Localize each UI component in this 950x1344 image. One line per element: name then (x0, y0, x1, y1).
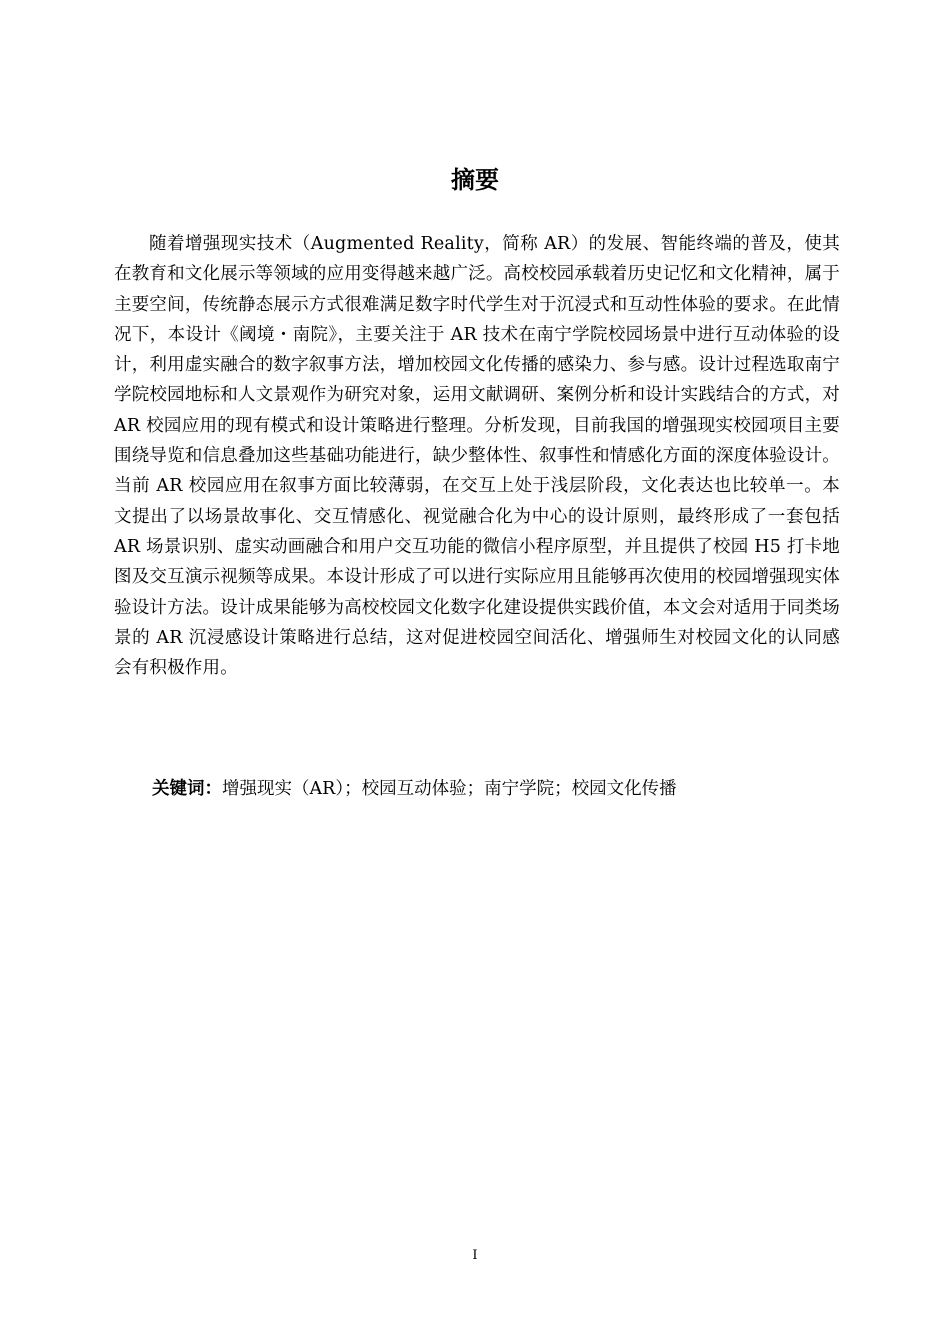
abstract-body: 随着增强现实技术（Augmented Reality，简称 AR）的发展、智能终端的普及，使其在教育和文化展示等领域的应用变得越来越广泛。高校校园承载着历史记忆和文化精神，属于主要空间，传统静态展示方式很难满足数字时代学生对于沉浸式和互动性体验的要求。在此情况下，本设计《阈境・南院》，主要关注于 AR 技术在南宁学院校园场景中进行互动体验的设计，利用虚实融合的数字叙事方法，增加校园文化传播的感染力、参与感。设计过程选取南宁学院校园地标和人文景观作为研究对象，运用文献调研、案例分析和设计实践结合的方式，对 AR 校园应用的现有模式和设计策略进行整理。分析发现，目前我国的增强现实校园项目主要围绕导览和信息叠加这些基础功能进行，缺少整体性、叙事性和情感化方面的深度体验设计。当前 AR 校园应用在叙事方面比较薄弱，在交互上处于浅层阶段，文化表达也比较单一。本文提出了以场景故事化、交互情感化、视觉融合化为中心的设计原则，最终形成了一套包括 AR 场景识别、虚实动画融合和用户交互功能的微信小程序原型，并且提供了校园 H5 打卡地图及交互演示视频等成果。本设计形成了可以进行实际应用且能够再次使用的校园增强现实体验设计方法。设计成果能够为高校校园文化数字化建设提供实践价值，本文会对适用于同类场景的 AR 沉浸感设计策略进行总结，这对促进校园空间活化、增强师生对校园文化的认同感会有积极作用。 (114, 234, 840, 679)
keywords-label: 关键词： (152, 779, 222, 799)
keywords-text: 增强现实（AR）；校园互动体验；南宁学院；校园文化传播 (222, 779, 677, 799)
keywords-line (152, 774, 852, 804)
page-number: I (472, 1248, 478, 1263)
abstract-title: 摘要 (451, 166, 499, 194)
